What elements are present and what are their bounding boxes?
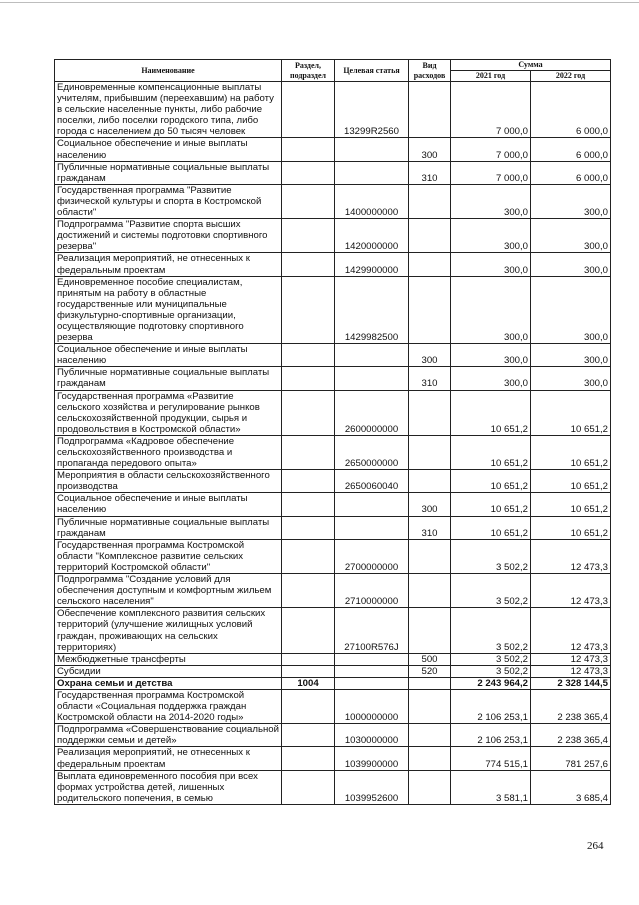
table-row xyxy=(55,435,611,469)
row-sum-2022: 12 473,3 xyxy=(531,539,611,573)
row-sum-2021: 300,0 xyxy=(451,276,531,344)
row-section xyxy=(282,390,335,435)
header-year-2021: 2021 год xyxy=(451,71,531,82)
row-section xyxy=(282,574,335,608)
row-section xyxy=(282,219,335,253)
row-expense-kind xyxy=(409,253,451,276)
row-expense-kind xyxy=(409,82,451,138)
table-row xyxy=(55,747,611,770)
table-row xyxy=(55,276,611,344)
row-sum-2021: 7 000,0 xyxy=(451,138,531,161)
row-target-article: 1429982500 xyxy=(335,276,409,344)
row-name: Охрана семьи и детства xyxy=(55,677,282,689)
row-sum-2022: 300,0 xyxy=(531,276,611,344)
table-row xyxy=(55,367,611,390)
row-name: Подпрограмма «Кадровое обеспечение сельскохозяйственного производства и пропаганда передового опыта» xyxy=(55,435,282,469)
table-row xyxy=(55,608,611,653)
row-name: Государственная программа "Развитие физической культуры и спорта в Костромской области" xyxy=(55,184,282,218)
row-target-article: 2710000000 xyxy=(335,574,409,608)
row-sum-2022: 2 238 365,4 xyxy=(531,689,611,723)
row-section xyxy=(282,470,335,493)
row-target-article: 1420000000 xyxy=(335,219,409,253)
row-name: Государственная программа Костромской области "Комплексное развитие сельских территорий Костромской области" xyxy=(55,539,282,573)
row-name: Публичные нормативные социальные выплаты гражданам xyxy=(55,516,282,539)
row-target-article: 2600000000 xyxy=(335,390,409,435)
row-sum-2021: 2 243 964,2 xyxy=(451,677,531,689)
row-sum-2022: 6 000,0 xyxy=(531,138,611,161)
row-name: Единовременные компенсационные выплаты учителям, прибывшим (переехавшим) на работу в сельские населенные пункты, либо рабочие поселки, либо поселки городского типа, либо города с населением до 50 тысяч человек xyxy=(55,82,282,138)
row-sum-2021: 10 651,2 xyxy=(451,470,531,493)
row-sum-2022: 781 257,6 xyxy=(531,747,611,770)
budget-table xyxy=(54,59,611,805)
row-sum-2022: 300,0 xyxy=(531,367,611,390)
row-sum-2021: 7 000,0 xyxy=(451,161,531,184)
row-target-article: 1030000000 xyxy=(335,724,409,747)
row-expense-kind xyxy=(409,770,451,804)
row-sum-2022: 10 651,2 xyxy=(531,516,611,539)
row-section xyxy=(282,539,335,573)
table-row xyxy=(55,470,611,493)
row-sum-2022: 10 651,2 xyxy=(531,390,611,435)
row-name: Публичные нормативные социальные выплаты гражданам xyxy=(55,367,282,390)
row-expense-kind xyxy=(409,390,451,435)
row-expense-kind xyxy=(409,219,451,253)
row-expense-kind xyxy=(409,470,451,493)
table-row xyxy=(55,516,611,539)
row-sum-2021: 10 651,2 xyxy=(451,390,531,435)
row-target-article: 2650000000 xyxy=(335,435,409,469)
row-name: Выплата единовременного пособия при всех формах устройства детей, лишенных родительского попечения, в семью xyxy=(55,770,282,804)
row-section xyxy=(282,653,335,665)
table-header xyxy=(55,60,611,82)
row-target-article: 1000000000 xyxy=(335,689,409,723)
row-sum-2021: 300,0 xyxy=(451,367,531,390)
row-name: Реализация мероприятий, не отнесенных к федеральным проектам xyxy=(55,747,282,770)
row-sum-2022: 10 651,2 xyxy=(531,470,611,493)
row-name: Государственная программа Костромской области «Социальная поддержка граждан Костромской области на 2014-2020 годы» xyxy=(55,689,282,723)
table-row xyxy=(55,161,611,184)
row-sum-2021: 10 651,2 xyxy=(451,493,531,516)
table-row xyxy=(55,665,611,677)
row-section xyxy=(282,138,335,161)
row-section: 1004 xyxy=(282,677,335,689)
row-target-article xyxy=(335,161,409,184)
row-target-article xyxy=(335,138,409,161)
row-expense-kind: 500 xyxy=(409,653,451,665)
row-sum-2022: 12 473,3 xyxy=(531,574,611,608)
row-sum-2022: 2 238 365,4 xyxy=(531,724,611,747)
row-name: Субсидии xyxy=(55,665,282,677)
row-sum-2021: 300,0 xyxy=(451,253,531,276)
table-row xyxy=(55,493,611,516)
row-sum-2021: 7 000,0 xyxy=(451,82,531,138)
row-expense-kind xyxy=(409,435,451,469)
row-name: Мероприятия в области сельскохозяйственного производства xyxy=(55,470,282,493)
row-target-article xyxy=(335,677,409,689)
row-section xyxy=(282,689,335,723)
row-name: Социальное обеспечение и иные выплаты населению xyxy=(55,493,282,516)
row-expense-kind xyxy=(409,689,451,723)
row-section xyxy=(282,608,335,653)
row-target-article xyxy=(335,367,409,390)
row-name: Подпрограмма "Развитие спорта высших достижений и системы подготовки спортивного резерва" xyxy=(55,219,282,253)
table-body xyxy=(55,82,611,805)
row-expense-kind: 300 xyxy=(409,138,451,161)
row-target-article xyxy=(335,653,409,665)
row-expense-kind: 310 xyxy=(409,161,451,184)
row-expense-kind xyxy=(409,724,451,747)
header-name: Наименование xyxy=(55,60,282,82)
row-sum-2021: 2 106 253,1 xyxy=(451,724,531,747)
row-section xyxy=(282,747,335,770)
row-sum-2022: 300,0 xyxy=(531,344,611,367)
row-sum-2022: 6 000,0 xyxy=(531,161,611,184)
table-row xyxy=(55,724,611,747)
row-expense-kind xyxy=(409,747,451,770)
row-sum-2022: 300,0 xyxy=(531,219,611,253)
header-kind: Вид расходов xyxy=(409,60,451,82)
row-section xyxy=(282,724,335,747)
row-expense-kind: 520 xyxy=(409,665,451,677)
row-target-article: 13299R2560 xyxy=(335,82,409,138)
row-name: Подпрограмма «Совершенствование социальной поддержки семьи и детей» xyxy=(55,724,282,747)
row-sum-2021: 300,0 xyxy=(451,184,531,218)
row-sum-2021: 10 651,2 xyxy=(451,435,531,469)
row-sum-2021: 3 502,2 xyxy=(451,539,531,573)
row-target-article xyxy=(335,344,409,367)
table-row xyxy=(55,539,611,573)
header-target: Целевая статья xyxy=(335,60,409,82)
row-target-article xyxy=(335,493,409,516)
row-section xyxy=(282,665,335,677)
table-row xyxy=(55,344,611,367)
row-expense-kind xyxy=(409,608,451,653)
row-expense-kind xyxy=(409,276,451,344)
row-expense-kind: 310 xyxy=(409,516,451,539)
table-row xyxy=(55,689,611,723)
row-target-article: 1039900000 xyxy=(335,747,409,770)
table-row xyxy=(55,770,611,804)
row-name: Подпрограмма "Создание условий для обеспечения доступным и комфортным жильем сельского населения" xyxy=(55,574,282,608)
page-top-edge xyxy=(0,2,639,3)
row-section xyxy=(282,435,335,469)
row-sum-2021: 774 515,1 xyxy=(451,747,531,770)
row-sum-2021: 3 581,1 xyxy=(451,770,531,804)
row-section xyxy=(282,82,335,138)
row-name: Публичные нормативные социальные выплаты гражданам xyxy=(55,161,282,184)
table-row xyxy=(55,390,611,435)
row-expense-kind: 300 xyxy=(409,493,451,516)
row-target-article: 2700000000 xyxy=(335,539,409,573)
row-name: Государственная программа «Развитие сельского хозяйства и регулирование рынков сельскохозяйственной продукции, сырья и продовольствия в Костромской области» xyxy=(55,390,282,435)
row-sum-2021: 300,0 xyxy=(451,219,531,253)
table-row xyxy=(55,82,611,138)
row-name: Социальное обеспечение и иные выплаты населению xyxy=(55,344,282,367)
row-expense-kind xyxy=(409,539,451,573)
row-name: Межбюджетные трансферты xyxy=(55,653,282,665)
row-sum-2021: 2 106 253,1 xyxy=(451,689,531,723)
row-expense-kind xyxy=(409,574,451,608)
row-expense-kind xyxy=(409,184,451,218)
row-sum-2022: 10 651,2 xyxy=(531,435,611,469)
row-sum-2022: 300,0 xyxy=(531,253,611,276)
row-section xyxy=(282,184,335,218)
row-section xyxy=(282,276,335,344)
row-sum-2021: 300,0 xyxy=(451,344,531,367)
row-target-article xyxy=(335,516,409,539)
header-year-2022: 2022 год xyxy=(531,71,611,82)
table-row xyxy=(55,184,611,218)
row-name: Обеспечение комплексного развития сельских территорий (улучшение жилищных условий граждан, проживающих на сельских территориях) xyxy=(55,608,282,653)
row-sum-2022: 12 473,3 xyxy=(531,665,611,677)
row-sum-2021: 3 502,2 xyxy=(451,653,531,665)
row-sum-2022: 12 473,3 xyxy=(531,608,611,653)
row-name: Социальное обеспечение и иные выплаты населению xyxy=(55,138,282,161)
table-row xyxy=(55,219,611,253)
table-row xyxy=(55,677,611,689)
row-target-article: 1400000000 xyxy=(335,184,409,218)
row-sum-2021: 3 502,2 xyxy=(451,574,531,608)
row-section xyxy=(282,770,335,804)
row-sum-2022: 2 328 144,5 xyxy=(531,677,611,689)
row-target-article xyxy=(335,665,409,677)
row-sum-2022: 10 651,2 xyxy=(531,493,611,516)
row-expense-kind: 310 xyxy=(409,367,451,390)
row-sum-2021: 3 502,2 xyxy=(451,608,531,653)
header-sum: Сумма xyxy=(451,60,611,71)
row-sum-2022: 300,0 xyxy=(531,184,611,218)
row-name: Единовременное пособие специалистам, принятым на работу в областные государственные или муниципальные физкультурно-спортивные организации, осуществляющие подготовку спортивного резерва xyxy=(55,276,282,344)
row-sum-2021: 10 651,2 xyxy=(451,516,531,539)
table-row xyxy=(55,574,611,608)
page-number: 264 xyxy=(587,840,604,852)
row-section xyxy=(282,253,335,276)
row-target-article: 1039952600 xyxy=(335,770,409,804)
row-section xyxy=(282,493,335,516)
table-row xyxy=(55,253,611,276)
row-sum-2021: 3 502,2 xyxy=(451,665,531,677)
row-target-article: 1429900000 xyxy=(335,253,409,276)
table-row xyxy=(55,653,611,665)
row-section xyxy=(282,367,335,390)
row-sum-2022: 12 473,3 xyxy=(531,653,611,665)
row-expense-kind xyxy=(409,677,451,689)
row-sum-2022: 3 685,4 xyxy=(531,770,611,804)
row-section xyxy=(282,161,335,184)
table-row xyxy=(55,138,611,161)
row-target-article: 27100R576J xyxy=(335,608,409,653)
row-section xyxy=(282,516,335,539)
row-target-article: 2650060040 xyxy=(335,470,409,493)
row-name: Реализация мероприятий, не отнесенных к федеральным проектам xyxy=(55,253,282,276)
row-sum-2022: 6 000,0 xyxy=(531,82,611,138)
header-section: Раздел, подраздел xyxy=(282,60,335,82)
row-expense-kind: 300 xyxy=(409,344,451,367)
row-section xyxy=(282,344,335,367)
